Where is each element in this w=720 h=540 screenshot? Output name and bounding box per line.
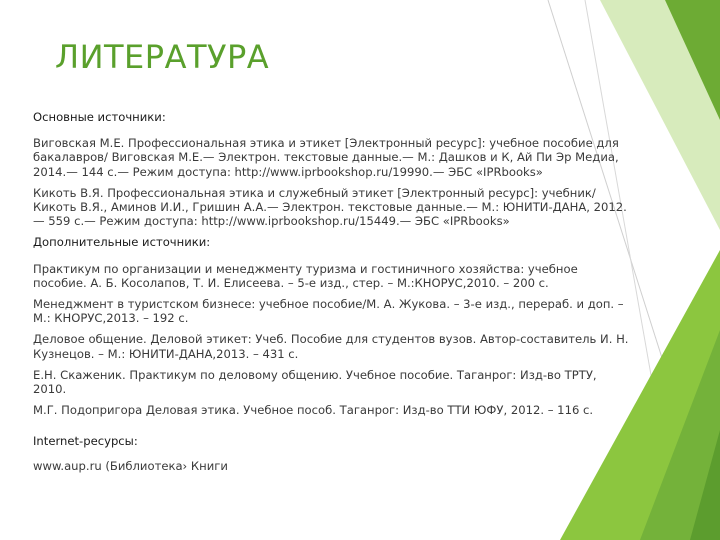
main-source-item: Кикоть В.Я. Профессиональная этика и служебный этикет [Электронный ресурс]: учебник/ Кикоть В.Я., Аминов И.И., Гришин А.А.— Электрон. текстовые данные.— М.: ЮНИТИ-ДАНА, 2012.— 559 c.— Режим доступа: http://www.iprbookshop.ru/15449.— ЭБС «IPRbooks» [33,185,627,229]
internet-source-item: www.aup.ru (Библиотека› Книги [33,458,228,473]
extra-source-item: Деловое общение. Деловой этикет: Учеб. Пособие для студентов вузов. Автор-составитель И. Н. Кузнецов. – М.: ЮНИТИ-ДАНА,2013. – 431 с. [33,332,629,361]
main-source-item: Виговская М.Е. Профессиональная этика и этикет [Электронный ресурс]: учебное пособие для бакалавров/ Виговская М.Е.— Электрон. текстовые данные.— М.: Дашков и К, Ай Пи Эр Медиа, 2014.— 144 c.— Режим доступа: http://www.iprbookshop.ru/19990.— ЭБС «IPRbooks» [33,136,619,179]
extra-source-item: Е.Н. Скаженик. Практикум по деловому общению. Учебное пособие. Таганрог: Изд-во ТРТУ, 2010. [33,367,597,397]
internet-sources-heading: Internet-ресурсы: [33,434,138,449]
extra-source-item: Практикум по организации и менеджменту туризма и гостиничного хозяйства: учебное пособие. А. Б. Косолапов, Т. И. Елисеева. – 5-е изд., стер. – М.:КНОРУС,2010. – 200 с. [33,261,578,290]
extra-source-item: М.Г. Подопригора Деловая этика. Учебное пособ. Таганрог: Изд-во ТТИ ЮФУ, 2012. – 116 с. [33,403,594,418]
slide-title: ЛИТЕРАТУРА [55,38,270,76]
main-sources-heading: Основные источники: [33,110,166,124]
extra-sources-heading: Дополнительные источники: [33,235,211,250]
extra-source-item: Менеджмент в туристском бизнесе: учебное пособие/М. А. Жукова. – 3-е изд., перераб. и доп. – М.: КНОРУС,2013. – 192 с. [33,297,624,326]
references-body [33,110,633,480]
